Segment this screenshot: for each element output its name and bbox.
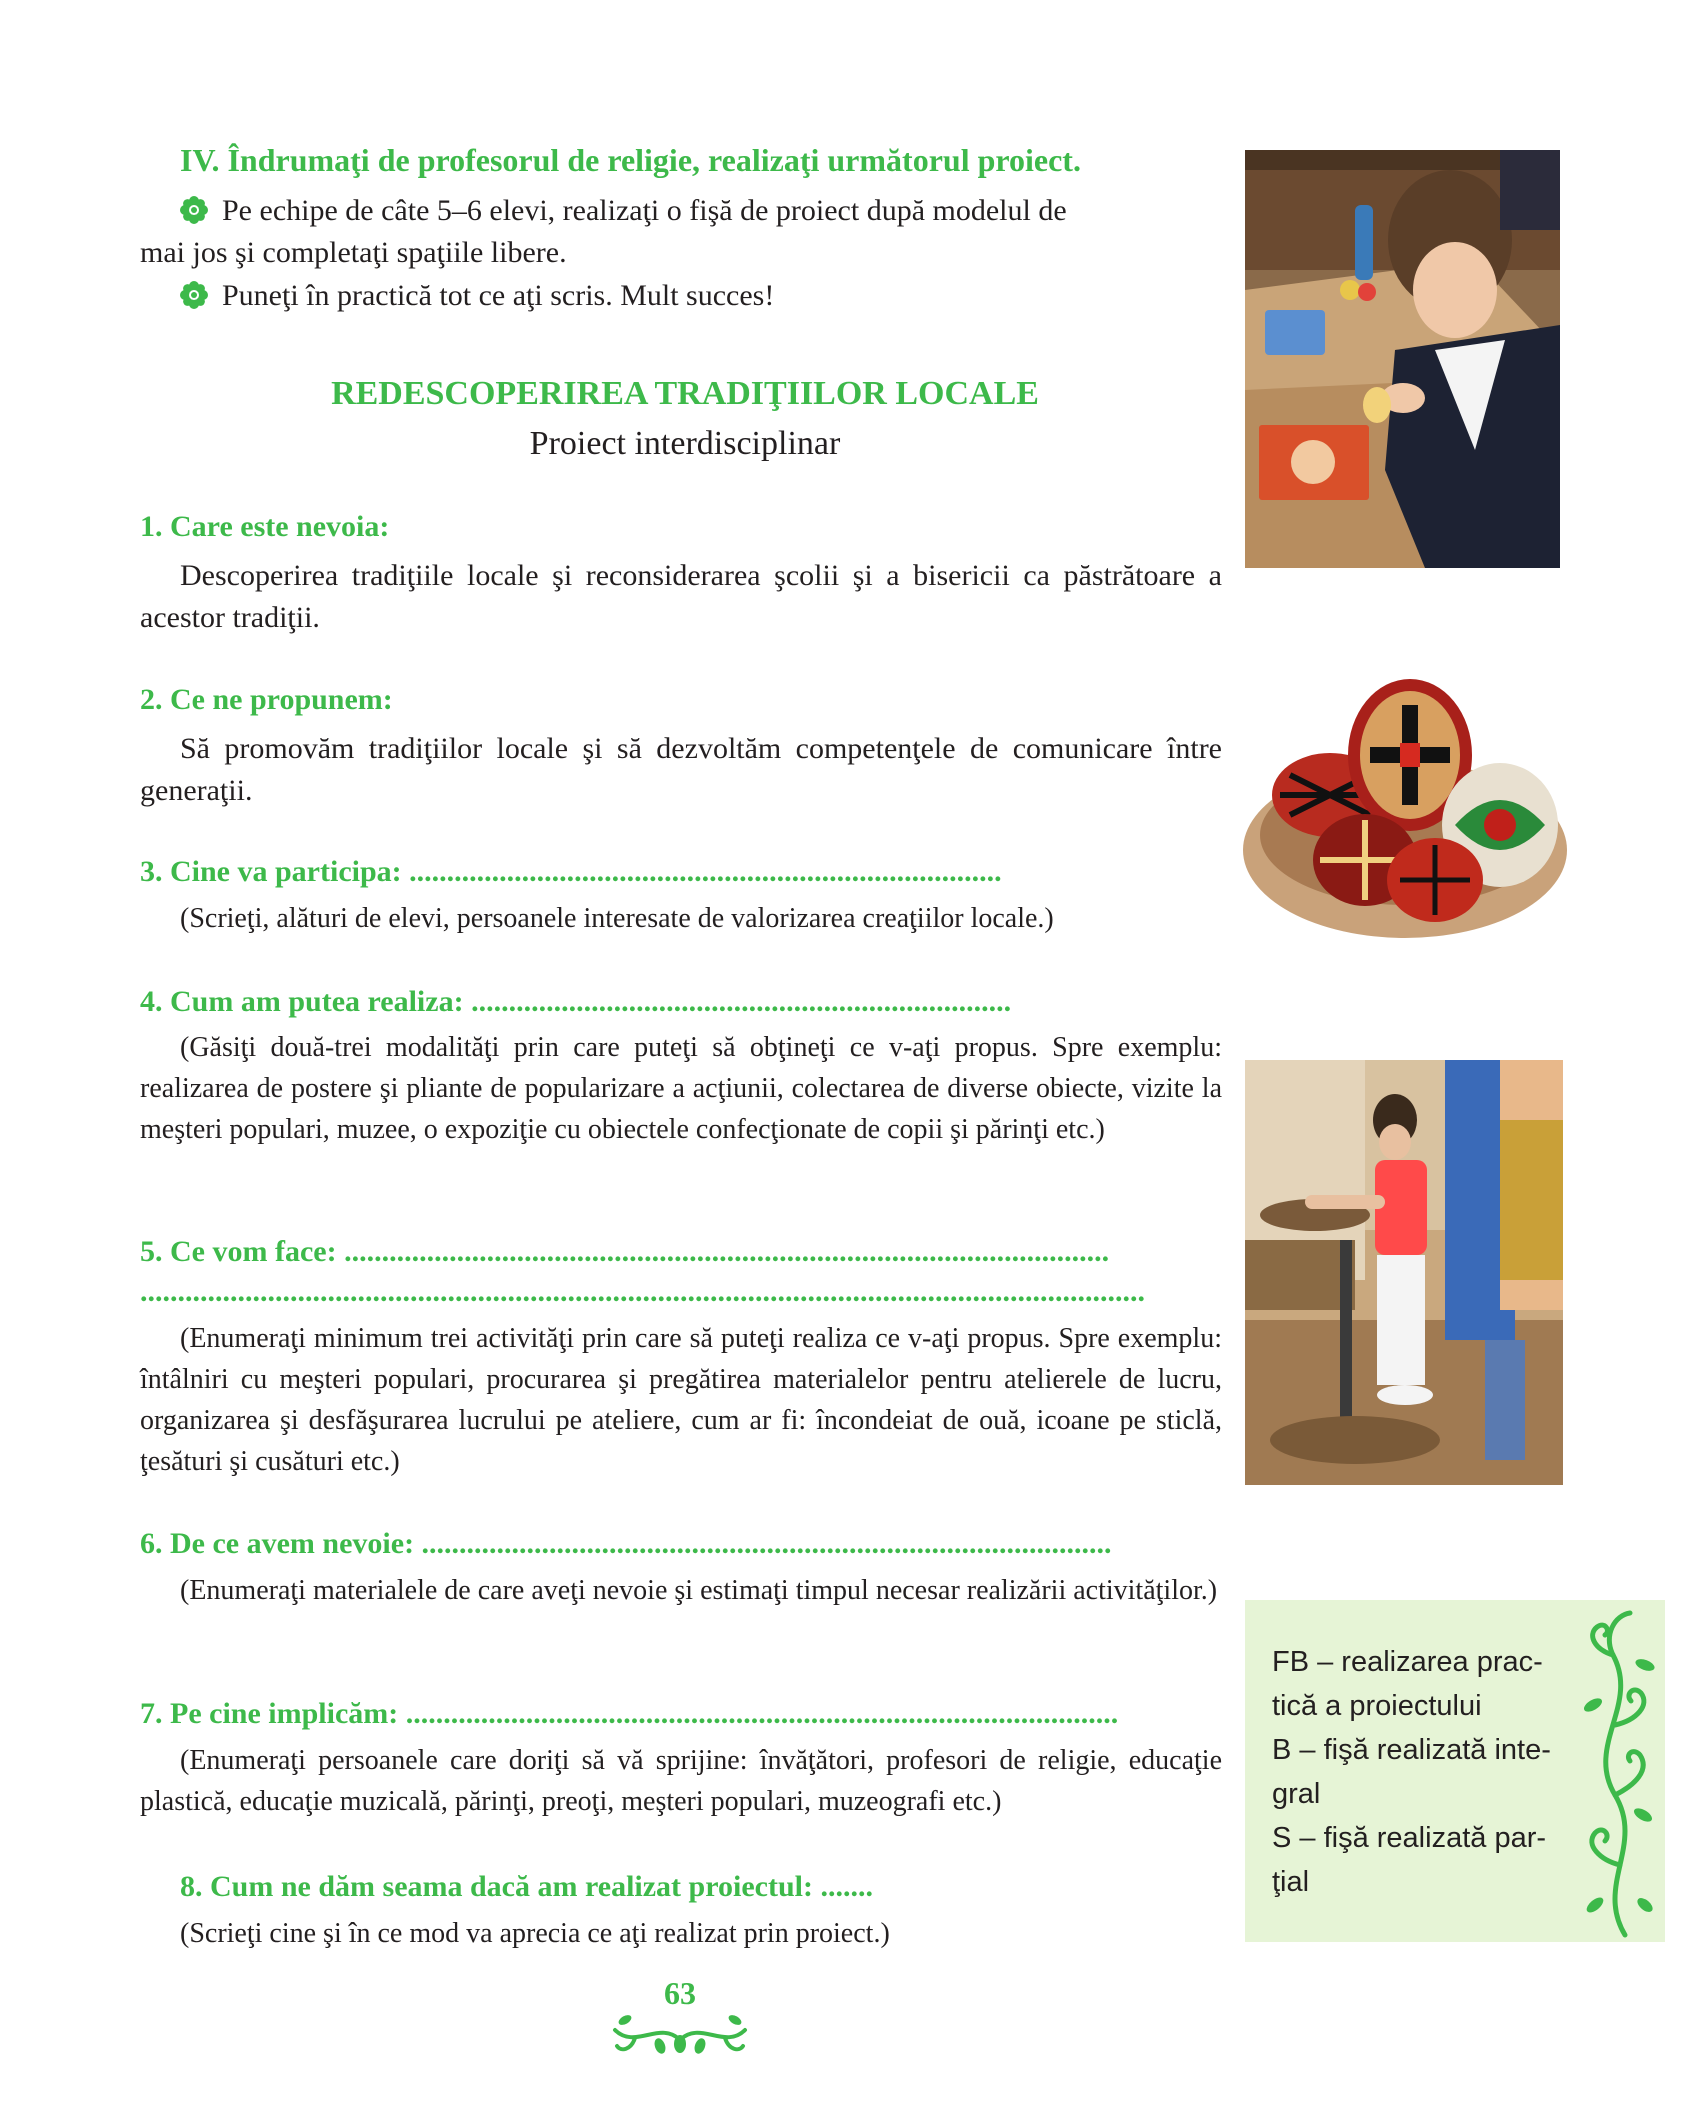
section-8-note: (Scrieţi cine şi în ce mod va aprecia ce aţi realizat prin proiect.)	[180, 1918, 890, 1949]
section-4-heading: 4. Cum am putea realiza: ........................................................................	[140, 985, 1012, 1018]
section-8-heading: 8. Cum ne dăm seama dacă am realizat proiectul: .......	[180, 1870, 873, 1903]
section-1-text: Descoperirea tradiţiile locale şi reconsiderarea şcolii şi a bisericii ca păstrătoare a acestor tradiţii.	[140, 559, 1222, 634]
section-4-note: (Găsiţi două-trei modalităţi prin care puteţi să obţineţi ce v-aţi propus. Spre exemplu: realizarea de postere şi pliante de popularizare a acţiunii, colectarea de diverse obiecte, vizite la meşteri populari, muzee, o expoziţie cu obiectele confecţionate de copii şi părinţi etc.)	[140, 1032, 1222, 1145]
page-number-ornament-icon	[605, 2010, 755, 2060]
evaluation-legend-box	[1245, 1600, 1665, 1942]
flower-bullet-icon	[180, 196, 208, 224]
bullet-item-continuation: mai jos şi completaţi spaţiile libere.	[140, 236, 567, 269]
photo-painted-eggs-bowl	[1240, 675, 1570, 945]
page-number: 63	[664, 1975, 696, 2011]
floral-vine-ornament-icon	[1575, 1605, 1660, 1940]
bullet-item: Puneţi în practică tot ce aţi scris. Mult succes!	[180, 275, 774, 317]
section-2-text: Să promovăm tradiţiilor locale şi să dezvoltăm competenţele de comunicare între generaţii.	[140, 732, 1222, 807]
bullet-item: Pe echipe de câte 5–6 elevi, realizaţi o fişă de proiect după modelul de	[180, 190, 1067, 232]
section-5-heading: 5. Ce vom face: ......................................................................................................	[140, 1235, 1110, 1268]
section-2-heading: 2. Ce ne propunem:	[140, 683, 393, 716]
flower-bullet-icon	[180, 281, 208, 309]
task-title: IV. Îndrumaţi de profesorul de religie, realizaţi următorul proiect.	[180, 142, 1081, 178]
section-1-heading: 1. Care este nevoia:	[140, 510, 390, 543]
section-3-heading: 3. Cine va participa: ...............................................................................	[140, 855, 1002, 888]
section-7-note: (Enumeraţi persoanele care doriţi să vă sprijine: învăţători, profesori de religie, educaţie plastică, educaţie muzicală, părinţi, preoţi, meşteri populari, muzeografi etc.)	[140, 1745, 1222, 1817]
project-title: REDESCOPERIREA TRADIŢIILOR LOCALE	[331, 375, 1039, 412]
section-6-heading: 6. De ce avem nevoie: ............................................................................................	[140, 1527, 1112, 1560]
project-subtitle: Proiect interdisciplinar	[529, 425, 841, 462]
section-6-note: (Enumeraţi materialele de care aveţi nevoie şi estimaţi timpul necesar realizării activităţilor.)	[180, 1575, 1218, 1606]
section-5-note: (Enumeraţi minimum trei activităţi prin care să puteţi realiza ce v-aţi propus. Spre exemplu: întâlniri cu meşteri populari, procurarea şi pregătirea materialelor pentru atelierele de lucru, organizarea şi desfăşurarea lucrului pe ateliere, cum ar fi: încondeiat de ouă, icoane pe sticlă, ţesături şi cusături etc.)	[140, 1323, 1222, 1477]
section-3-note: (Scrieţi, alături de elevi, persoanele interesate de valorizarea creaţiilor locale.)	[180, 903, 1054, 934]
section-7-heading: 7. Pe cine implicăm: ...............................................................................................	[140, 1697, 1119, 1730]
photo-pottery-workshop	[1245, 1060, 1563, 1485]
evaluation-legend-text: FB – realizarea prac- tică a proiectului B – fişă realizată inte- gral S – fişă realizată par- ţial	[1272, 1646, 1551, 1898]
section-5-heading-dots: ......................................................................................................................................	[140, 1275, 1145, 1308]
photo-students-painting-eggs	[1245, 150, 1560, 568]
